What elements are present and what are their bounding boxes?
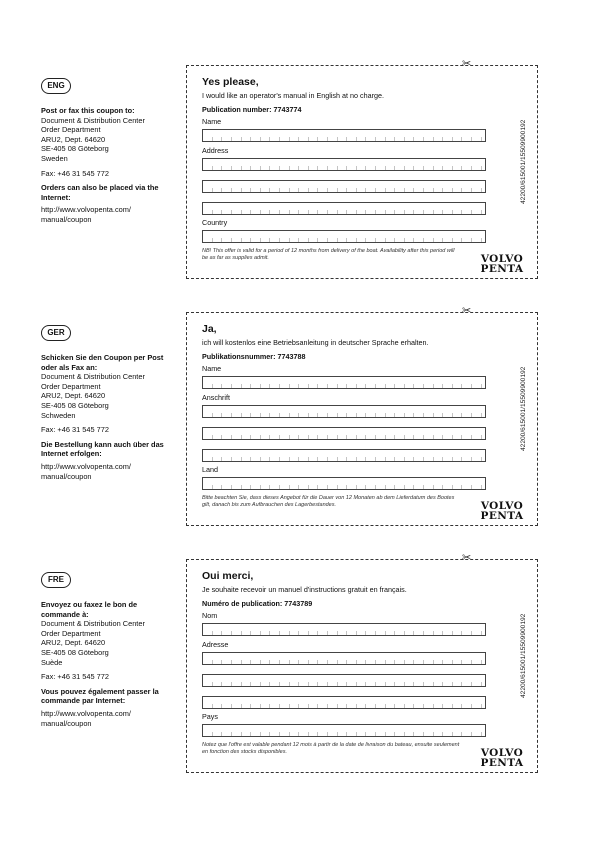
name-label: Nom (202, 611, 218, 620)
address-field-2[interactable] (202, 180, 486, 193)
address-line: Suède (41, 657, 63, 667)
coupon-intro: Je souhaite recevoir un manuel d'instructions gratuit en français. (202, 585, 407, 594)
coupon-title: Oui merci, (202, 570, 254, 582)
address-line: ARU2, Dept. 64620 (41, 391, 106, 401)
scissors-icon: ✂ (462, 58, 472, 70)
name-field[interactable] (202, 129, 486, 142)
order-coupon: Ja, ich will kostenlos eine Betriebsanleitung in deutscher Sprache erhalten. Publikationsnummer: 7743788 Name Anschrift Land Bitte beachten Sie, dass dieses Angebot für die Dauer von 12 Monaten ab dem Lieferdatum des Bootes gilt, danach bis zum Aufbrauchen des Lagerbestandes. VOLVO PENTA 42200/615001/15509900192 (186, 312, 538, 526)
scissors-icon: ✂ (462, 305, 472, 317)
address-field-2[interactable] (202, 674, 486, 687)
internet-url[interactable]: http://www.volvopenta.com/ (41, 461, 131, 471)
coupon-section-fre (0, 552, 595, 782)
address-line: Schweden (41, 410, 76, 420)
address-field-1[interactable] (202, 158, 486, 171)
address-label: Address (202, 146, 229, 155)
address-label: Anschrift (202, 393, 230, 402)
internet-url[interactable]: http://www.volvopenta.com/ (41, 708, 131, 718)
country-label: Pays (202, 712, 218, 721)
coupon-title: Yes please, (202, 76, 259, 88)
publication-number: Numéro de publication: 7743789 (202, 599, 313, 608)
offer-note: Bitte beachten Sie, dass dieses Angebot für die Dauer von 12 Monaten ab dem Lieferdatum des Bootes gilt, danach bis zum Aufbrauchen des Lagerbestandes. (202, 495, 455, 508)
address-field-2[interactable] (202, 427, 486, 440)
name-label: Name (202, 364, 222, 373)
name-label: Name (202, 117, 222, 126)
volvo-penta-logo: VOLVO PENTA (480, 747, 524, 769)
language-badge: GER (41, 325, 71, 341)
address-field-3[interactable] (202, 202, 486, 215)
volvo-penta-logo: VOLVO PENTA (480, 500, 524, 522)
address-line: Order Department (41, 628, 101, 638)
country-field[interactable] (202, 477, 486, 490)
send-heading: Envoyez ou faxez le bon de commande à: (41, 600, 138, 619)
address-line: Sweden (41, 153, 68, 163)
coupon-section-eng (0, 58, 595, 288)
mailing-instructions (41, 353, 173, 481)
language-badge: ENG (41, 78, 71, 94)
mailing-instructions (41, 106, 173, 225)
country-field[interactable] (202, 724, 486, 737)
address-line: Order Department (41, 125, 101, 135)
order-coupon: Oui merci, Je souhaite recevoir un manuel d'instructions gratuit en français. Numéro de publication: 7743789 Nom Adresse Pays Notez que l'offre est valable pendant 12 mois à partir de la date de livraison du bateau, ensuite seulement en fonction des stocks disponibles. VOLVO PENTA 42200/615001/15509900192 (186, 559, 538, 773)
country-label: Land (202, 465, 218, 474)
address-field-3[interactable] (202, 696, 486, 709)
address-line: Document & Distribution Center (41, 619, 145, 629)
address-field-3[interactable] (202, 449, 486, 462)
country-field[interactable] (202, 230, 486, 243)
address-field-1[interactable] (202, 405, 486, 418)
address-line: Document & Distribution Center (41, 372, 145, 382)
address-line: Document & Distribution Center (41, 115, 145, 125)
internet-heading: Vous pouvez également passer la commande par Internet: (41, 686, 159, 706)
address-line: SE-405 08 Göteborg (41, 647, 109, 657)
name-field[interactable] (202, 623, 486, 636)
fax-number: Fax: +46 31 545 772 (41, 425, 110, 435)
country-label: Country (202, 218, 228, 227)
address-field-1[interactable] (202, 652, 486, 665)
address-label: Adresse (202, 640, 229, 649)
fax-number: Fax: +46 31 545 772 (41, 672, 110, 682)
mailing-instructions (41, 600, 173, 728)
publication-number: Publication number: 7743774 (202, 105, 302, 114)
scissors-icon: ✂ (462, 552, 472, 564)
name-field[interactable] (202, 376, 486, 389)
internet-url[interactable]: manual/coupon (41, 471, 92, 481)
internet-url[interactable]: manual/coupon (41, 214, 92, 224)
publication-number: Publikationsnummer: 7743788 (202, 352, 306, 361)
language-badge: FRE (41, 572, 71, 588)
offer-note: Notez que l'offre est valable pendant 12 mois à partir de la date de livraison du bateau, ensuite seulement en fonction des stocks disponibles. (202, 742, 460, 755)
address-line: ARU2, Dept. 64620 (41, 134, 106, 144)
coupon-intro: ich will kostenlos eine Betriebsanleitung in deutscher Sprache erhalten. (202, 338, 429, 347)
address-line: SE-405 08 Göteborg (41, 144, 109, 154)
internet-url[interactable]: manual/coupon (41, 718, 92, 728)
internet-heading: Orders can also be placed via the Internet: (41, 183, 159, 202)
coupon-section-ger (0, 305, 595, 535)
order-coupon: Yes please, I would like an operator's manual in English at no charge. Publication number: 7743774 Name Address Country NB! This offer is valid for a period of 12 months from delivery of the boat. Availability after this period will be as far as supplies admit. VOLVO PENTA 42200/615001/15509900192 (186, 65, 538, 279)
address-line: ARU2, Dept. 64620 (41, 638, 106, 648)
internet-url[interactable]: http://www.volvopenta.com/ (41, 205, 131, 215)
coupon-title: Ja, (202, 323, 217, 335)
offer-note: NB! This offer is valid for a period of 12 months from delivery of the boat. Availability after this period will be as far as supplies admit. (202, 248, 455, 261)
address-line: SE-405 08 Göteborg (41, 400, 109, 410)
send-heading: Post or fax this coupon to: (41, 106, 135, 115)
internet-heading: Die Bestellung kann auch über das Internet erfolgen: (41, 439, 164, 459)
coupon-intro: I would like an operator's manual in English at no charge. (202, 91, 384, 100)
send-heading: Schicken Sie den Coupon per Post oder als Fax an: (41, 353, 164, 372)
address-line: Order Department (41, 381, 101, 391)
fax-number: Fax: +46 31 545 772 (41, 168, 110, 178)
volvo-penta-logo: VOLVO PENTA (480, 253, 524, 275)
